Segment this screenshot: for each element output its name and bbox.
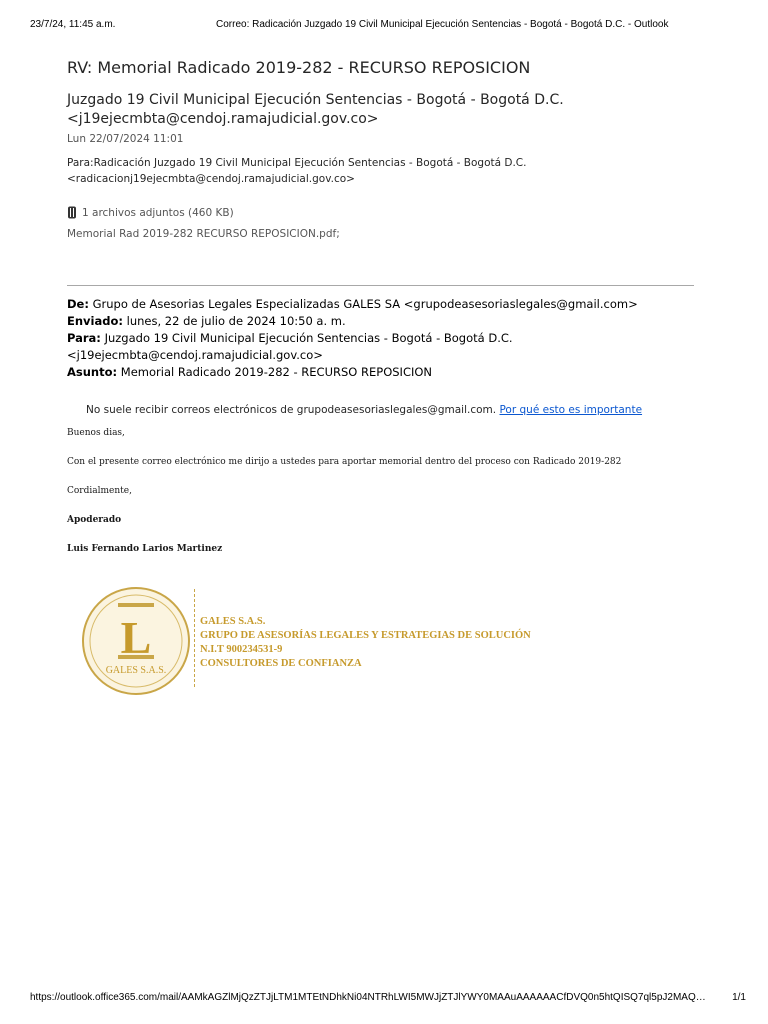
to-line-name: Para:Radicación Juzgado 19 Civil Municipal Ejecución Sentencias - Bogotá - Bogotá D.C. bbox=[67, 157, 527, 169]
signature-full-name: GRUPO DE ASESORÍAS LEGALES Y ESTRATEGIAS DE SOLUCIÓN bbox=[200, 630, 531, 641]
warning-text: No suele recibir correos electrónicos de grupodeasesoriaslegales@gmail.com. bbox=[86, 404, 497, 416]
signature-block bbox=[80, 585, 570, 690]
body-role: Apoderado bbox=[67, 515, 122, 525]
forward-subject: Asunto: Memorial Radicado 2019-282 - RECURSO REPOSICION bbox=[67, 365, 433, 379]
print-url: https://outlook.office365.com/mail/AAMkAGZlMjQzZTJjLTM1MTEtNDhkNi04NTRhLWI5MWJjZTJlYWY0MAAuAAAAAACfDVQ0n5htQISQ7ql5pJ2MAQ… bbox=[30, 992, 706, 1003]
attachments-summary[interactable] bbox=[67, 206, 234, 219]
forward-from: De: Grupo de Asesorias Legales Especializadas GALES SA <grupodeasesoriaslegales@gmail.com> bbox=[67, 297, 638, 311]
print-footer bbox=[30, 992, 746, 1006]
body-paragraph: Con el presente correo electrónico me dirijo a ustedes para aportar memorial dentro del proceso con Radicado 2019-282 bbox=[67, 457, 622, 467]
print-header bbox=[30, 19, 746, 33]
body-closing: Cordialmente, bbox=[67, 486, 132, 496]
email-subject: RV: Memorial Radicado 2019-282 - RECURSO REPOSICION bbox=[67, 58, 531, 77]
signature-tagline: CONSULTORES DE CONFIANZA bbox=[200, 658, 362, 669]
paperclip-icon bbox=[67, 206, 77, 219]
forward-to: Para: Juzgado 19 Civil Municipal Ejecución Sentencias - Bogotá - Bogotá D.C. bbox=[67, 331, 513, 345]
forward-sent: Enviado: lunes, 22 de julio de 2024 10:50 a. m. bbox=[67, 314, 346, 328]
external-sender-warning bbox=[86, 404, 642, 416]
body-name: Luis Fernando Larios Martinez bbox=[67, 544, 223, 554]
attachment-file[interactable]: Memorial Rad 2019-282 RECURSO REPOSICION.pdf; bbox=[67, 228, 340, 240]
forward-to-email: <j19ejecmbta@cendoj.ramajudicial.gov.co> bbox=[67, 348, 323, 362]
signature-nit: N.I.T 900234531-9 bbox=[200, 644, 283, 655]
divider bbox=[67, 285, 694, 286]
attachments-count: 1 archivos adjuntos (460 KB) bbox=[82, 206, 234, 219]
signature-divider bbox=[194, 589, 195, 687]
sent-date: Lun 22/07/2024 11:01 bbox=[67, 133, 184, 145]
print-date: 23/7/24, 11:45 a.m. bbox=[30, 19, 116, 30]
recipients bbox=[67, 155, 526, 187]
why-important-link[interactable]: Por qué esto es importante bbox=[499, 404, 643, 416]
signature-text bbox=[200, 615, 531, 671]
to-line-email: <radicacionj19ejecmbta@cendoj.ramajudicial.gov.co> bbox=[67, 173, 355, 185]
sender-name: Juzgado 19 Civil Municipal Ejecución Sentencias - Bogotá - Bogotá D.C. bbox=[67, 92, 564, 108]
seal-letter: L bbox=[120, 612, 152, 663]
sender-email: <j19ejecmbta@cendoj.ramajudicial.gov.co> bbox=[67, 111, 379, 127]
signature-company: GALES S.A.S. bbox=[200, 616, 266, 627]
sender bbox=[67, 91, 564, 129]
print-page-number: 1/1 bbox=[732, 992, 746, 1003]
forwarded-header bbox=[67, 296, 638, 381]
gales-seal-logo bbox=[80, 585, 192, 697]
print-title: Correo: Radicación Juzgado 19 Civil Municipal Ejecución Sentencias - Bogotá - Bogotá D.C. - Outlook bbox=[216, 19, 669, 30]
seal-text: GALES S.A.S. bbox=[105, 665, 167, 676]
body-greeting: Buenos dias, bbox=[67, 428, 125, 438]
